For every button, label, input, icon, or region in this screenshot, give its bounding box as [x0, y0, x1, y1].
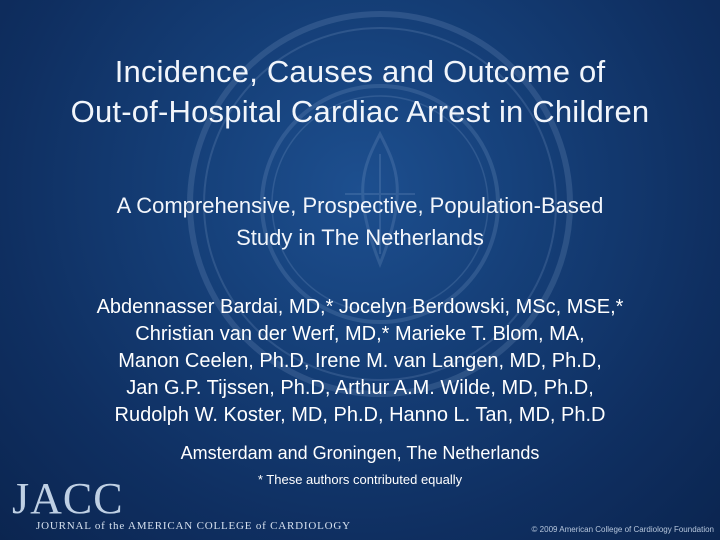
subtitle-line-2: Study in The Netherlands — [236, 225, 484, 250]
author-list — [0, 294, 720, 429]
title-line-1: Incidence, Causes and Outcome of — [114, 54, 606, 89]
author-line: Manon Ceelen, Ph.D, Irene M. van Langen, MD, Ph.D, — [118, 350, 602, 372]
author-line: Abdennasser Bardai, MD,* Jocelyn Berdowski, MSc, MSE,* — [96, 296, 624, 318]
author-line: Rudolph W. Koster, MD, Ph.D, Hanno L. Tan, MD, Ph.D — [114, 404, 606, 426]
jacc-logo: JACC — [12, 474, 124, 523]
journal-name: JOURNAL of the AMERICAN COLLEGE of CARDIOLOGY — [36, 520, 351, 532]
title-line-2: Out-of-Hospital Cardiac Arrest in Children — [70, 94, 650, 129]
subtitle-line-1: A Comprehensive, Prospective, Population-Based — [116, 193, 604, 218]
slide-subtitle — [0, 190, 720, 254]
author-location: Amsterdam and Groningen, The Netherlands — [180, 443, 540, 463]
equal-contribution-footnote: * These authors contributed equally — [257, 472, 463, 487]
slide-title — [0, 52, 720, 132]
author-line: Christian van der Werf, MD,* Marieke T. Blom, MA, — [135, 323, 585, 345]
copyright-notice: © 2009 American College of Cardiology Foundation — [531, 525, 714, 534]
author-line: Jan G.P. Tijssen, Ph.D, Arthur A.M. Wilde, MD, Ph.D, — [126, 377, 594, 399]
